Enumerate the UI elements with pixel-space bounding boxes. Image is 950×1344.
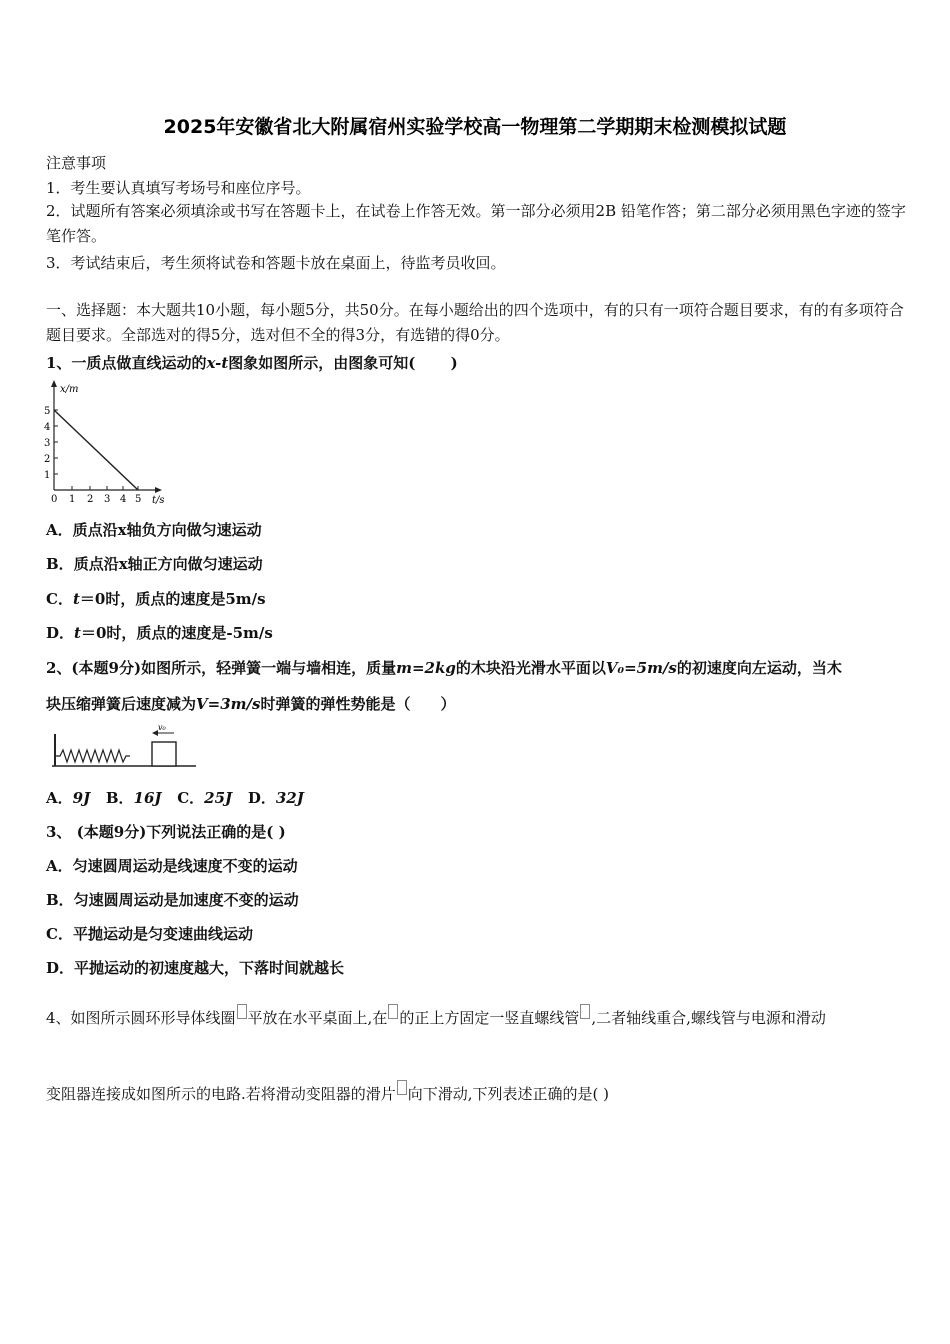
- q2-line2-a: 块压缩弹簧后速度减为: [46, 695, 197, 713]
- y-tick-2: 2: [44, 454, 51, 465]
- q3-option-a: A．匀速圆周运动是线速度不变的运动: [46, 857, 298, 875]
- q1-option-b: [46, 553, 906, 574]
- q4-line2-b: 向下滑动,下列表述正确的是( ): [407, 1085, 610, 1103]
- x-tick-4: 4: [120, 494, 127, 505]
- q2-option-d-label: D．: [247, 789, 276, 807]
- q4-seg3: 的正上方固定一竖直螺线管: [399, 1009, 580, 1027]
- q2-stem-line1: [46, 657, 906, 678]
- q2-option-a-value: 9J: [72, 789, 91, 807]
- q1-option-a: [46, 519, 906, 540]
- graph-y-label: x/m: [60, 384, 79, 395]
- q1-option-a-label: A．: [46, 521, 73, 539]
- notice-item-2: 2．试题所有答案必须填涂或书写在答题卡上，在试卷上作答无效。第一部分必须用2B 铅笔作答；第二部分必须用黑色字迹的签字笔作答。: [46, 202, 906, 245]
- q4-stem-line1: [46, 1004, 906, 1028]
- q3-stem: 3、 (本题9分)下列说法正确的是( ): [46, 823, 286, 841]
- q1-option-b-label: B．: [46, 555, 74, 573]
- x-tick-3: 3: [104, 494, 111, 505]
- spring: [55, 750, 130, 762]
- q1-option-d: [46, 622, 906, 643]
- q2-v0: V₀=5m/s: [605, 659, 677, 677]
- y-tick-3: 3: [44, 438, 51, 449]
- q1-stem: [46, 352, 906, 373]
- q2-v: V=3m/s: [196, 695, 261, 713]
- q3-option-c: C．平抛运动是匀变速曲线运动: [46, 925, 253, 943]
- missing-glyph-icon: [388, 1004, 398, 1019]
- y-tick-1: 1: [44, 470, 51, 481]
- graph-x-arrow: [155, 487, 162, 493]
- q1-option-b-text: 质点沿x轴正方向做匀速运动: [73, 555, 263, 573]
- q1-option-c-var: t: [72, 590, 80, 608]
- q2-stem-line2: [46, 693, 906, 714]
- missing-glyph-icon: [580, 1004, 590, 1019]
- q2-spring-figure: [48, 722, 198, 770]
- q2-options: [46, 787, 906, 808]
- velocity-label: v₀: [158, 723, 166, 732]
- missing-glyph-icon: [397, 1080, 407, 1095]
- q1-stem-var: x-t: [206, 354, 229, 372]
- q1-option-c: [46, 588, 906, 609]
- notice-item-3: 3．考试结束后，考生须将试卷和答题卡放在桌面上，待监考员收回。: [46, 254, 506, 272]
- q4-stem-line2: [46, 1080, 906, 1104]
- x-tick-1: 1: [69, 494, 76, 505]
- q1-stem-a: 1、一质点做直线运动的: [46, 354, 207, 372]
- q2-option-c-label: C．: [177, 789, 205, 807]
- q4-seg1: 4、如图所示圆环形导体线圈: [46, 1009, 236, 1027]
- q4-line2-a: 变阻器连接成如图所示的电路.若将滑动变阻器的滑片: [46, 1085, 396, 1103]
- q2-option-b-label: B．: [105, 789, 134, 807]
- graph-y-arrow: [51, 380, 57, 387]
- section1-intro: 一、选择题：本大题共10小题，每小题5分，共50分。在每小题给出的四个选项中，有的只有一项符合题目要求，有的有多项符合题目要求。全部选对的得5分，选对但不全的得3分，有选错的得0分。: [46, 301, 904, 344]
- exam-title: 2025年安徽省北大附属宿州实验学校高一物理第二学期期末检测模拟试题: [163, 116, 787, 138]
- q1-option-d-label: D．: [46, 624, 75, 642]
- q2-line1-a: 2、(本题9分)如图所示，轻弹簧一端与墙相连，质量: [46, 659, 397, 677]
- block: [152, 742, 176, 766]
- q1-option-c-text: ＝0时，质点的速度是5m/s: [79, 590, 266, 608]
- graph-data-line: [54, 410, 138, 490]
- q1-option-c-label: C．: [46, 590, 73, 608]
- q2-option-d-value: 32J: [275, 789, 304, 807]
- q2-option-c-value: 25J: [204, 789, 233, 807]
- graph-x-ticks: [51, 486, 141, 505]
- notice-item-1: 1．考生要认真填写考场号和座位序号。: [46, 179, 311, 197]
- q2-mass: m=2kg: [396, 659, 456, 677]
- q3-option-b: B．匀速圆周运动是加速度不变的运动: [46, 891, 299, 909]
- notice-heading: 注意事项: [46, 154, 107, 172]
- q2-line1-c: 的初速度向左运动，当木: [676, 659, 842, 677]
- x-tick-5: 5: [135, 494, 142, 505]
- q2-line2-b: 时弹簧的弹性势能是（ ）: [260, 695, 456, 713]
- q2-line1-b: 的木块沿光滑水平面以: [455, 659, 606, 677]
- q1-stem-b: 图象如图所示，由图象可知( ): [228, 354, 458, 372]
- missing-glyph-icon: [237, 1004, 247, 1019]
- q3-option-d: D．平抛运动的初速度越大，下落时间就越长: [46, 959, 345, 977]
- graph-y-ticks: [44, 406, 58, 481]
- q1-option-a-text: 质点沿x轴负方向做匀速运动: [72, 521, 262, 539]
- q2-option-b-value: 16J: [133, 789, 162, 807]
- y-tick-4: 4: [44, 422, 51, 433]
- x-tick-2: 2: [87, 494, 94, 505]
- q1-option-d-text: ＝0时，质点的速度是-5m/s: [80, 624, 273, 642]
- graph-x-label: t/s: [152, 495, 165, 506]
- q2-option-a-label: A．: [46, 789, 73, 807]
- q1-xt-graph: [40, 378, 180, 508]
- y-tick-5: 5: [44, 406, 51, 417]
- q4-seg2: 平放在水平桌面上,在: [247, 1009, 388, 1027]
- q1-option-d-var: t: [74, 624, 81, 642]
- x-tick-0: 0: [51, 494, 58, 505]
- q4-seg4: ,二者轴线重合,螺线管与电源和滑动: [591, 1009, 826, 1027]
